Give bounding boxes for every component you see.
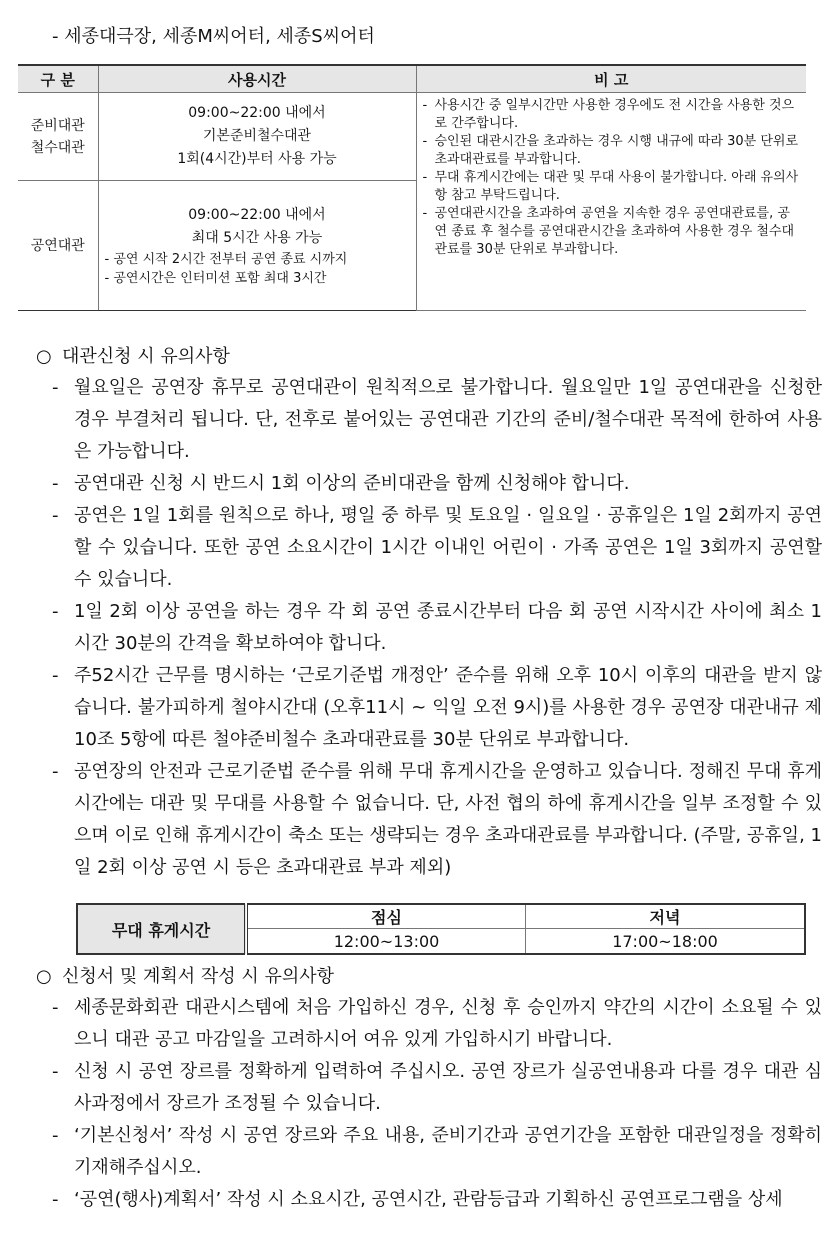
- remark-item: - 공연대관시간을 초과하여 공연을 지속한 경우 공연대관료를, 공연 종료 후 철수를 공연대관시간을 초과하여 사용한 경우 철수대관료를 30분 단위로 부과합니다.: [422, 206, 795, 257]
- list-item: - 공연은 1일 1회를 원칙으로 하나, 평일 중 하루 및 토요일 · 일요일 · 공휴일은 1일 2회까지 공연할 수 있습니다. 또한 공연 소요시간이 1시간 이내인 어린이 · 가족 공연은 1일 3회까지 공연할 수 있습니다.: [52, 505, 822, 590]
- header-remarks: 비 고: [416, 65, 806, 93]
- remark-item: - 무대 휴게시간에는 대관 및 무대 사용이 불가합니다. 아래 유의사항 참고 부탁드립니다.: [422, 170, 799, 203]
- list-item: - 월요일은 공연장 휴무로 공연대관이 원칙적으로 불가합니다. 월요일만 1일 공연대관을 신청한 경우 부결처리 됩니다. 단, 전후로 붙어있는 공연대관 기간의 준비/철수대관 목적에 한하여 사용은 가능합니다.: [52, 377, 822, 462]
- circle-bullet-icon: ○: [36, 966, 52, 987]
- list-item: - 신청 시 공연 장르를 정확하게 입력하여 주십시오. 공연 장르가 실공연내용과 다를 경우 대관 심사과정에서 장르가 조정될 수 있습니다.: [52, 1061, 822, 1114]
- circle-bullet-icon: ○: [36, 346, 52, 367]
- list-item: - 주52시간 근무를 명시하는 ‘근로기준법 개정안’ 준수를 위해 오후 10시 이후의 대관을 받지 않습니다. 불가피하게 철야시간대 (오후11시 ~ 익일 오전 9시)를 사용한 경우 공연장 대관내규 제10조 5항에 따른 철야준비철수 초과대관료를 30분 단위로 부과합니다.: [52, 665, 822, 750]
- header-category: 구 분: [18, 65, 98, 93]
- stage-break-table: [76, 903, 806, 955]
- break-header-dinner: 저녁: [526, 904, 806, 929]
- break-header-lunch: 점심: [246, 904, 526, 929]
- section-title-rental-notes: ○ 대관신청 시 유의사항: [36, 346, 230, 367]
- list-item: - ‘기본신청서’ 작성 시 공연 장르와 주요 내용, 준비기간과 공연기간을 포함한 대관일정을 정확히 기재해주십시오.: [52, 1125, 822, 1178]
- usage-time-performance: 09:00~22:00 내에서 최대 5시간 사용 가능 - 공연 시작 2시간 전부터 공연 종료 시까지 - 공연시간은 인터미션 포함 최대 3시간: [98, 181, 416, 311]
- remark-item: - 사용시간 중 일부시간만 사용한 경우에도 전 시간을 사용한 것으로 간주합니다.: [422, 98, 795, 131]
- usage-time-table: [18, 64, 806, 311]
- rental-notes-list: [52, 372, 822, 884]
- break-time-dinner: 17:00~18:00: [526, 929, 806, 955]
- remarks-cell: [416, 93, 806, 311]
- stage-break-label: 무대 휴게시간: [77, 904, 246, 954]
- category-prep-teardown: 준비대관 철수대관: [18, 93, 98, 181]
- break-time-lunch: 12:00~13:00: [246, 929, 526, 955]
- performance-sub-list: - 공연 시작 2시간 전부터 공연 종료 시까지 - 공연시간은 인터미션 포함 최대 3시간: [104, 251, 348, 286]
- category-performance: 공연대관: [18, 181, 98, 311]
- usage-time-prep-teardown: 09:00~22:00 내에서 기본준비철수대관 1회(4시간)부터 사용 가능: [98, 93, 416, 181]
- header-usage-time: 사용시간: [98, 65, 416, 93]
- venues-line: - 세종대극장, 세종M씨어터, 세종S씨어터: [52, 26, 375, 47]
- remark-item: - 승인된 대관시간을 초과하는 경우 시행 내규에 따라 30분 단위로 초과대관료를 부과합니다.: [422, 134, 799, 167]
- section-title-application-notes: ○ 신청서 및 계획서 작성 시 유의사항: [36, 966, 335, 987]
- list-item: - 공연대관 신청 시 반드시 1회 이상의 준비대관을 함께 신청해야 합니다.: [52, 473, 630, 494]
- list-item: - 1일 2회 이상 공연을 하는 경우 각 회 공연 종료시간부터 다음 회 공연 시작시간 사이에 최소 1시간 30분의 간격을 확보하여야 합니다.: [52, 601, 822, 654]
- list-item: - 공연장의 안전과 근로기준법 준수를 위해 무대 휴게시간을 운영하고 있습니다. 정해진 무대 휴게시간에는 대관 및 무대를 사용할 수 없습니다. 단, 사전 협의 하에 휴게시간을 일부 조정할 수 있으며 이로 인해 휴게시간이 축소 또는 생략되는 경우 초과대관료를 부과합니다. (주말, 공휴일, 1일 2회 이상 공연 시 등은 초과대관료 부과 제외): [52, 761, 822, 878]
- list-item: - ‘공연(행사)계획서’ 작성 시 소요시간, 공연시간, 관람등급과 기획하신 공연프로그램을 상세: [52, 1189, 783, 1210]
- application-notes-list: [52, 992, 822, 1216]
- list-item: - 세종문화회관 대관시스템에 처음 가입하신 경우, 신청 후 승인까지 약간의 시간이 소요될 수 있으니 대관 공고 마감일을 고려하시어 여유 있게 가입하시기 바랍니다.: [52, 997, 822, 1050]
